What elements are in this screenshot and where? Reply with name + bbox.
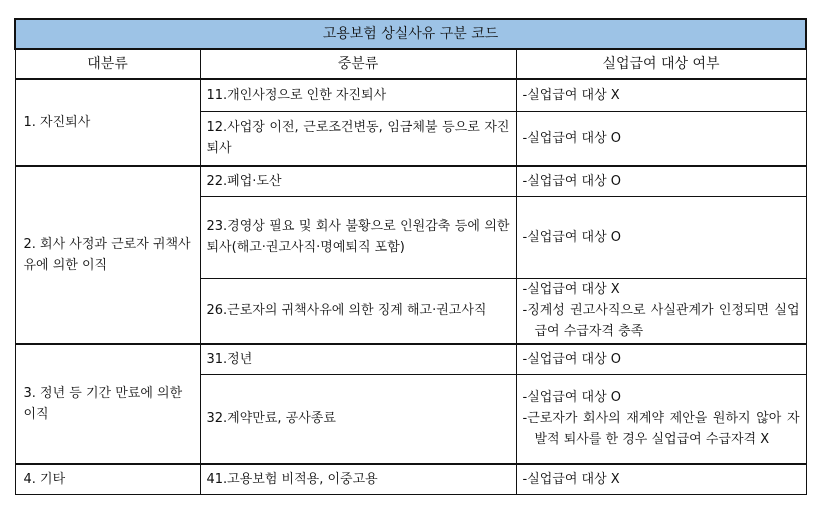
benefit-cell	[516, 166, 806, 196]
middle-category: 32.계약만료, 공사종료	[200, 374, 516, 464]
middle-category: 11.개인사정으로 인한 자진퇴사	[200, 79, 516, 111]
middle-category: 31.정년	[200, 344, 516, 374]
benefit-line: -실업급여 대상 O	[522, 390, 622, 406]
major-category: 3. 정년 등 기간 만료에 의한 이직	[15, 344, 200, 464]
table-title: 고용보험 상실사유 구분 코드	[15, 19, 806, 49]
header-benefit: 실업급여 대상 여부	[516, 49, 806, 79]
benefit-line: -실업급여 대상 X	[522, 471, 620, 487]
table-row	[15, 79, 806, 111]
middle-category: 26.근로자의 귀책사유에 의한 징계 해고·권고사직	[200, 278, 516, 344]
header-major: 대분류	[15, 49, 200, 79]
major-category: 2. 회사 사정과 근로자 귀책사유에 의한 이직	[15, 166, 200, 344]
benefit-cell	[516, 278, 806, 344]
middle-category: 23.경영상 필요 및 회사 불황으로 인원감축 등에 의한 퇴사(해고·권고사직·명예퇴직 포함)	[200, 196, 516, 278]
major-category: 4. 기타	[15, 464, 200, 494]
benefit-cell	[516, 196, 806, 278]
benefit-cell	[516, 111, 806, 166]
benefit-line: -실업급여 대상 O	[522, 130, 622, 146]
benefit-line: -실업급여 대상 O	[522, 351, 622, 367]
header-middle: 중분류	[200, 49, 516, 79]
benefit-line: -근로자가 회사의 재계약 제안을 원하지 않아 자발적 퇴사를 한 경우 실업급여 수급자격 X	[522, 411, 800, 448]
benefit-cell	[516, 464, 806, 494]
table-row	[15, 344, 806, 374]
major-category: 1. 자진퇴사	[15, 79, 200, 166]
middle-category: 41.고용보험 비적용, 이중고용	[200, 464, 516, 494]
middle-category: 22.폐업·도산	[200, 166, 516, 196]
benefit-line: -실업급여 대상 O	[522, 229, 622, 245]
benefit-line: -실업급여 대상 O	[522, 173, 622, 189]
table-row	[15, 464, 806, 494]
benefit-line: -실업급여 대상 X	[522, 282, 620, 298]
benefit-cell	[516, 79, 806, 111]
table-row	[15, 166, 806, 196]
benefit-line: -실업급여 대상 X	[522, 87, 620, 103]
middle-category: 12.사업장 이전, 근로조건변동, 임금체불 등으로 자진퇴사	[200, 111, 516, 166]
benefit-cell	[516, 374, 806, 464]
code-table	[14, 18, 807, 495]
benefit-cell	[516, 344, 806, 374]
benefit-line: -징계성 권고사직으로 사실관계가 인정되면 실업급여 수급자격 충족	[522, 303, 800, 340]
